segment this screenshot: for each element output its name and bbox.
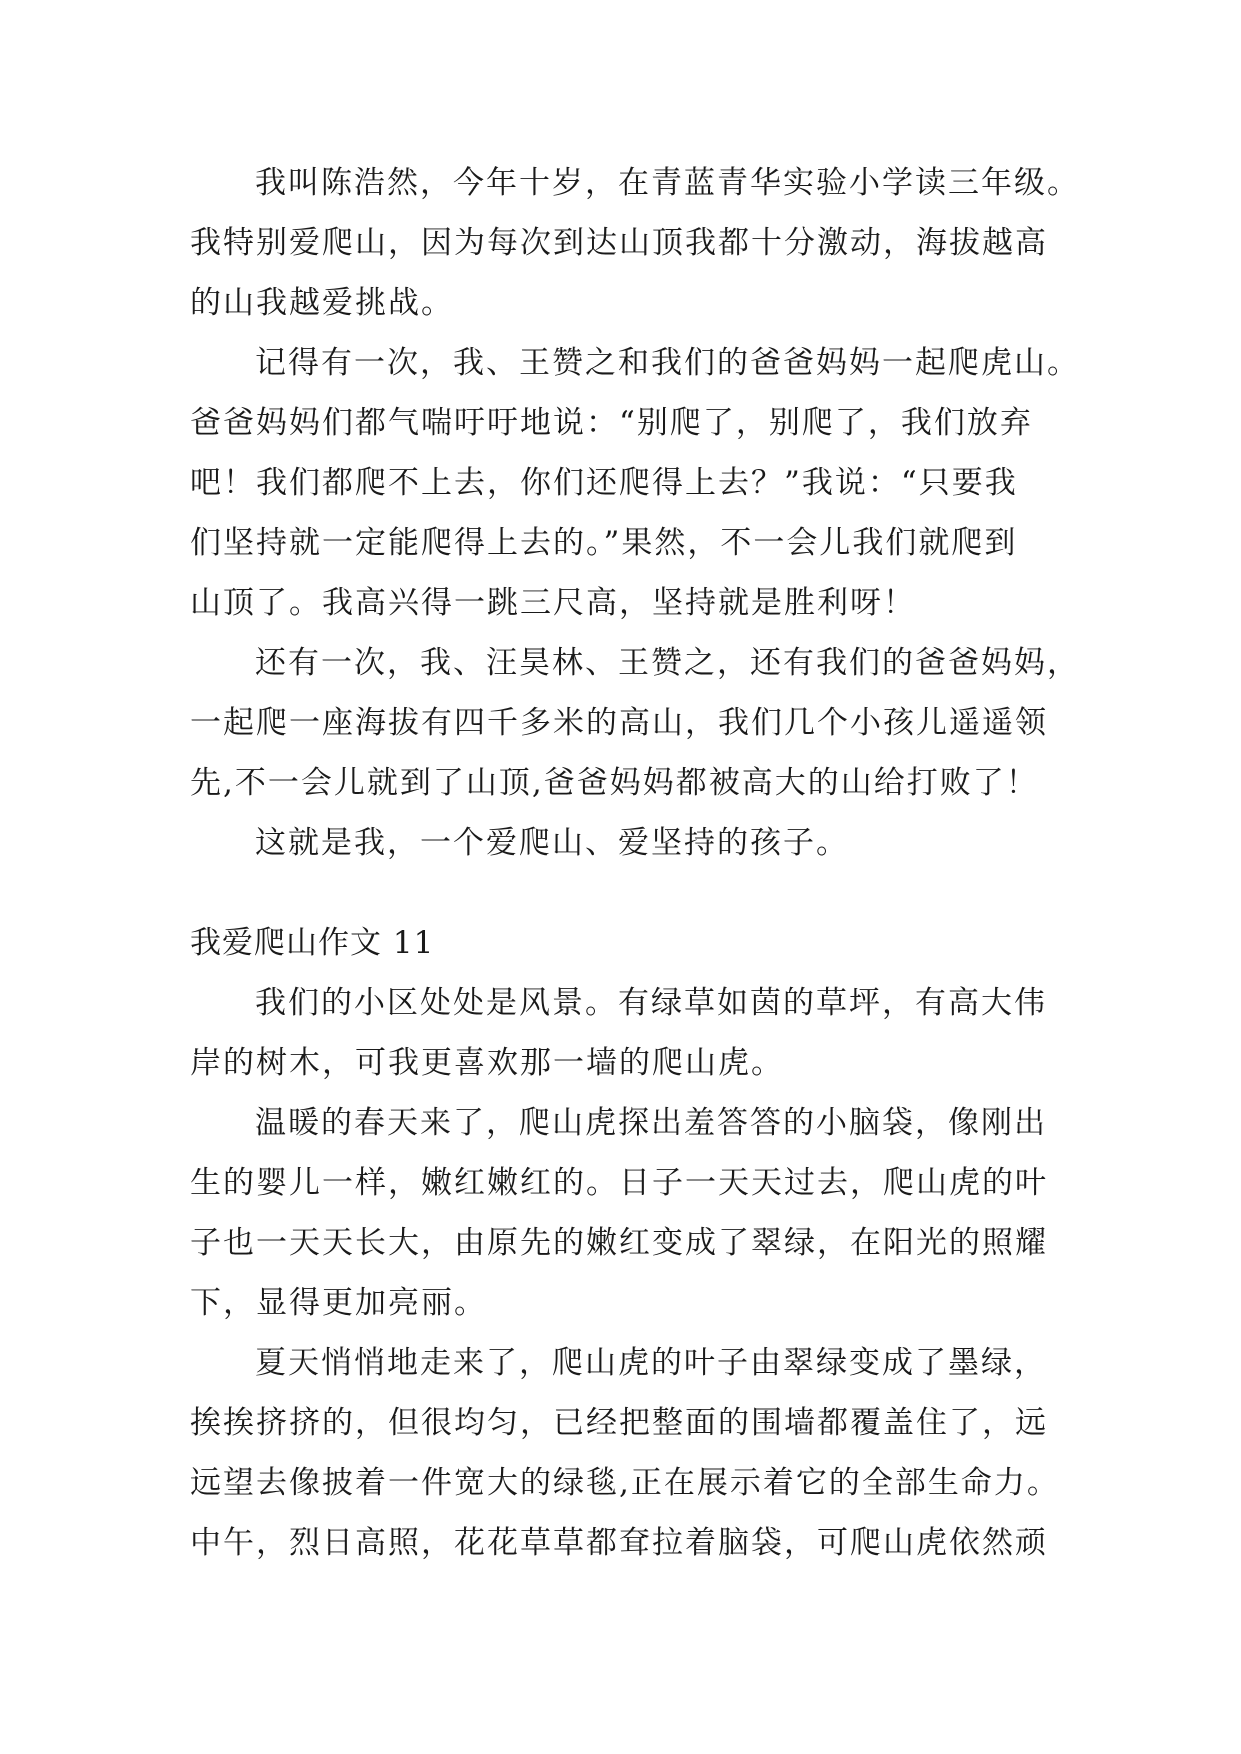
text-line: 挨挨挤挤的，但很均匀，已经把整面的围墙都覆盖住了，远	[190, 1405, 1048, 1441]
text-line: 子也一天天长大，由原先的嫩红变成了翠绿，在阳光的照耀	[190, 1225, 1048, 1261]
text-line: 还有一次，我、汪昊林、王赞之，还有我们的爸爸妈妈，	[255, 645, 1080, 681]
text-line: 山顶了。我高兴得一跳三尺高，坚持就是胜利呀！	[190, 585, 916, 621]
text-line: 岸的树木，可我更喜欢那一墙的爬山虎。	[190, 1045, 784, 1081]
text-line: 远望去像披着一件宽大的绿毯,正在展示着它的全部生命力。	[190, 1465, 1060, 1501]
text-line: 爸爸妈妈们都气喘吁吁地说：“别爬了，别爬了，我们放弃	[190, 405, 1033, 441]
text-line: 我们的小区处处是风景。有绿草如茵的草坪，有高大伟	[255, 985, 1047, 1021]
text-line: 我特别爱爬山，因为每次到达山顶我都十分激动，海拔越高	[190, 225, 1048, 261]
text-line: 夏天悄悄地走来了，爬山虎的叶子由翠绿变成了墨绿，	[255, 1345, 1047, 1381]
text-line: 中午，烈日高照，花花草草都耷拉着脑袋，可爬山虎依然顽	[190, 1525, 1048, 1561]
text-line: 的山我越爱挑战。	[190, 285, 454, 321]
text-line: 我叫陈浩然，今年十岁，在青蓝青华实验小学读三年级。	[255, 165, 1080, 201]
section-heading: 我爱爬山作文 11	[190, 925, 435, 961]
text-line: 下，显得更加亮丽。	[190, 1285, 487, 1321]
text-line: 生的婴儿一样，嫩红嫩红的。日子一天天过去，爬山虎的叶	[190, 1165, 1048, 1201]
text-line: 一起爬一座海拔有四千多米的高山，我们几个小孩儿遥遥领	[190, 705, 1048, 741]
text-line: 温暖的春天来了，爬山虎探出羞答答的小脑袋，像刚出	[255, 1105, 1047, 1141]
text-line: 这就是我，一个爱爬山、爱坚持的孩子。	[255, 825, 849, 861]
text-line: 吧！我们都爬不上去，你们还爬得上去？”我说：“只要我	[190, 465, 1018, 501]
text-line: 们坚持就一定能爬得上去的。”果然，不一会儿我们就爬到	[190, 525, 1018, 561]
text-line: 先,不一会儿就到了山顶,爸爸妈妈都被高大的山给打败了！	[190, 765, 1039, 801]
text-line: 记得有一次，我、王赞之和我们的爸爸妈妈一起爬虎山。	[255, 345, 1080, 381]
